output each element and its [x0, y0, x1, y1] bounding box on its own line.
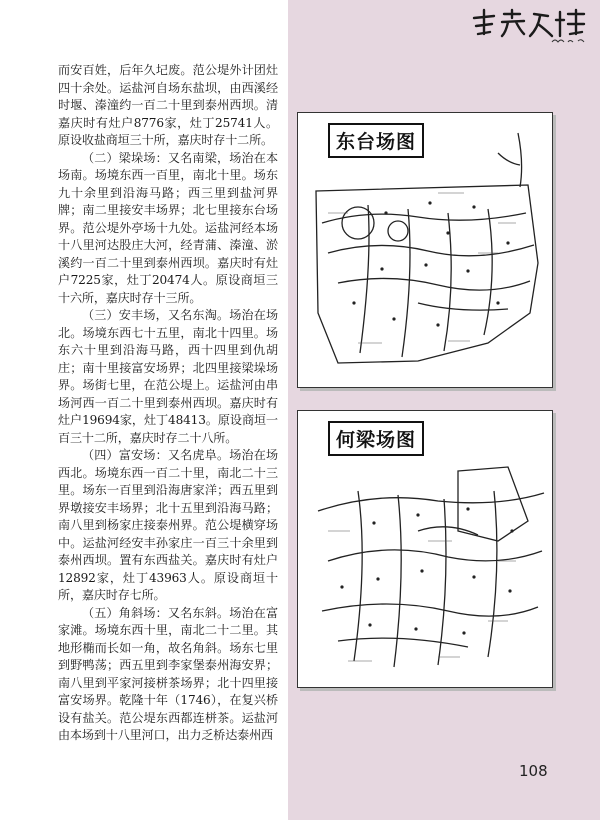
dongtai-map-title: 东台场图 [328, 123, 424, 158]
paragraph-anfeng: （三）安丰场，又名东淘。场治在场北。场境东西七十五里，南北十四里。场东六十里到沿海马路，西十四里到仇胡庄；南十里接富安场界；北四里接梁垛场界。场街七里，在范公堤上。运盐河由串场河西一百二十里到泰州西坝。嘉庆时有灶户19694家，灶丁48413。原设商垣一百三十二所，嘉庆时存二十八所。 [58, 308, 278, 445]
heliang-map-title: 何梁场图 [328, 421, 424, 456]
body-text-column [58, 62, 278, 745]
heliang-map-figure [297, 410, 553, 688]
header-calligraphy-logo [468, 4, 596, 48]
page-number: 108 [519, 762, 548, 780]
calligraphy-logo-icon [468, 4, 596, 48]
paragraph-fuan: （四）富安场：又名虎阜。场治在场西北。场境东西一百二十里，南北二十三里。场东一百里到沿海唐家洋；西五里到界墩接安丰场界；北十五里到沿海马路；南八里到杨家庄接泰州界。范公堤横穿场中。运盐河经安丰孙家庄一百三十余里到泰州西坝。置有东西盐关。嘉庆时有灶户12892家，灶丁43963人。原设商垣十所，嘉庆时存七所。 [58, 448, 278, 602]
dongtai-map-figure [297, 112, 553, 388]
paragraph-jiaoxie: （五）角斜场：又名东斜。场治在富家滩。场境东西十里，南北二十二里。其地形椭而长如一角，故名角斜。场东七里到野鸭荡；西五里到李家堡泰州海安界；南八里到平家河接栟茶场界；北十四里接富安场界。乾隆十年（1746），在复兴桥设有盐关。范公堤东西都连栟茶。运盐河由本场到十八里河口，出力乏桥达泰州西 [58, 605, 278, 742]
paragraph-liangduo: （二）梁垛场：又名南梁，场治在本场南。场境东西一百里，南北十里。场东九十余里到沿海马路；西三里到盐河界牌；南二里接安丰场界；北七里接东台场界。范公堤外亭场十九处。运盐河经本场十八里河达股庄大河，经青蒲、溱潼、淤溪约一百二十里到泰州西坝。嘉庆时有灶户7225家，灶丁20474人。原设商垣三十六所，嘉庆时存十三所。 [58, 150, 278, 305]
paragraph-dongtai: 而安百姓，后年久圮废。范公堤外计团灶四十余处。运盐河自场东盐坝，由西溪经时堰、溱潼约一百二十里到泰州西坝。清嘉庆时有灶户8776家，灶丁25741人。原设收盐商垣三十所，嘉庆时存十二所。 [58, 63, 278, 147]
